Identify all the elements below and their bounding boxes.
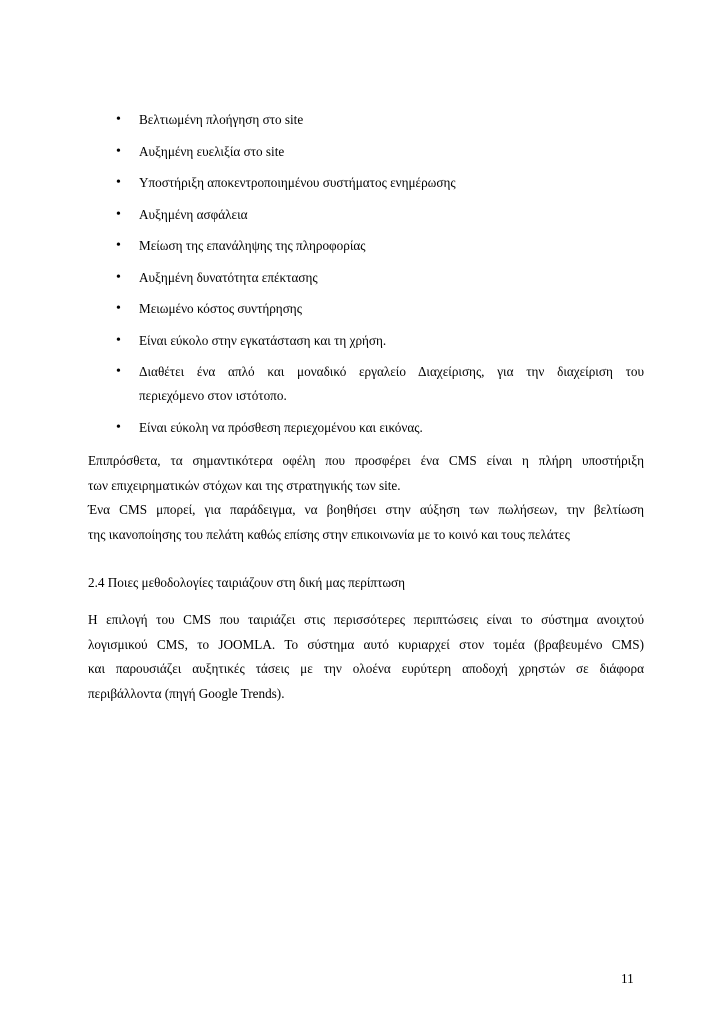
list-item bbox=[88, 203, 644, 227]
list-item bbox=[88, 266, 644, 290]
bullet-icon: • bbox=[116, 238, 121, 253]
paragraph-line: των επιχειρηματικών στόχων και της στρατηγικής των site. bbox=[88, 477, 401, 493]
list-item bbox=[88, 360, 644, 408]
list-item-text: Υποστήριξη αποκεντροποιημένου συστήματος ενημέρωσης bbox=[139, 175, 456, 190]
cms-benefits-paragraph bbox=[88, 449, 644, 547]
list-item-text-line2: περιεχόμενο στον ιστότοπο. bbox=[139, 388, 287, 403]
list-item bbox=[88, 297, 644, 321]
bullet-icon: • bbox=[116, 143, 121, 159]
list-item bbox=[88, 234, 644, 258]
paragraph-line: Ένα CMS μπορεί, για παράδειγμα, να βοηθήσει στην αύξηση των πωλήσεων, την βελτίωση bbox=[88, 502, 644, 517]
bullet-icon: • bbox=[116, 112, 121, 127]
list-item-text: Αυξημένη ευελιξία στο site bbox=[139, 143, 285, 159]
list-item bbox=[88, 171, 644, 195]
bullet-icon: • bbox=[116, 332, 121, 348]
paragraph-line: και παρουσιάζει αυξητικές τάσεις με την ολοένα ευρύτερη αποδοχή χρηστών σε διάφορα bbox=[88, 661, 644, 676]
list-item-text: Είναι εύκολη να πρόσθεση περιεχομένου και εικόνας. bbox=[139, 419, 423, 435]
bullet-icon: • bbox=[116, 269, 121, 285]
section-heading: 2.4 Ποιες μεθοδολογίες ταιριάζουν στη δική μας περίπτωση bbox=[88, 575, 406, 590]
paragraph-line: της ικανοποίησης του πελάτη καθώς επίσης στην επικοινωνία με το κοινό και τους πελάτες bbox=[88, 526, 570, 542]
bullet-icon: • bbox=[116, 419, 121, 435]
benefits-bullet-list bbox=[88, 108, 644, 447]
list-item-text: Αυξημένη ασφάλεια bbox=[139, 206, 248, 222]
list-item-text: Μείωση της επανάληψης της πληροφορίας bbox=[139, 238, 366, 253]
list-item-text: Είναι εύκολο στην εγκατάσταση και τη χρήση. bbox=[139, 332, 387, 348]
paragraph-line: περιβάλλοντα (πηγή Google Trends). bbox=[88, 685, 285, 701]
list-item-text: Αυξημένη δυνατότητα επέκτασης bbox=[139, 269, 318, 285]
list-item-text-line1: Διαθέτει ένα απλό και μοναδικό εργαλείο Διαχείρισης, για την διαχείριση του bbox=[139, 364, 644, 379]
paragraph-line: Η επιλογή του CMS που ταιριάζει στις περισσότερες περιπτώσεις είναι το σύστημα ανοιχτού bbox=[88, 612, 644, 627]
bullet-icon: • bbox=[116, 301, 121, 316]
paragraph-line: Επιπρόσθετα, τα σημαντικότερα οφέλη που προσφέρει ένα CMS είναι η πλήρη υποστήριξη bbox=[88, 453, 644, 468]
page-number: 11 bbox=[621, 971, 634, 986]
list-item-text: Βελτιωμένη πλοήγηση στο site bbox=[139, 112, 304, 127]
list-item bbox=[88, 108, 644, 132]
list-item bbox=[88, 140, 644, 164]
list-item bbox=[88, 329, 644, 353]
list-item-text: Μειωμένο κόστος συντήρησης bbox=[139, 301, 302, 316]
paragraph-line: λογισμικού CMS, το JOOMLA. Το σύστημα αυτό κυριαρχεί στον τομέα (βραβευμένο CMS) bbox=[88, 636, 644, 652]
bullet-icon: • bbox=[116, 175, 121, 190]
bullet-icon: • bbox=[116, 364, 121, 379]
bullet-icon: • bbox=[116, 206, 121, 222]
methodology-paragraph bbox=[88, 608, 644, 706]
list-item bbox=[88, 416, 644, 440]
